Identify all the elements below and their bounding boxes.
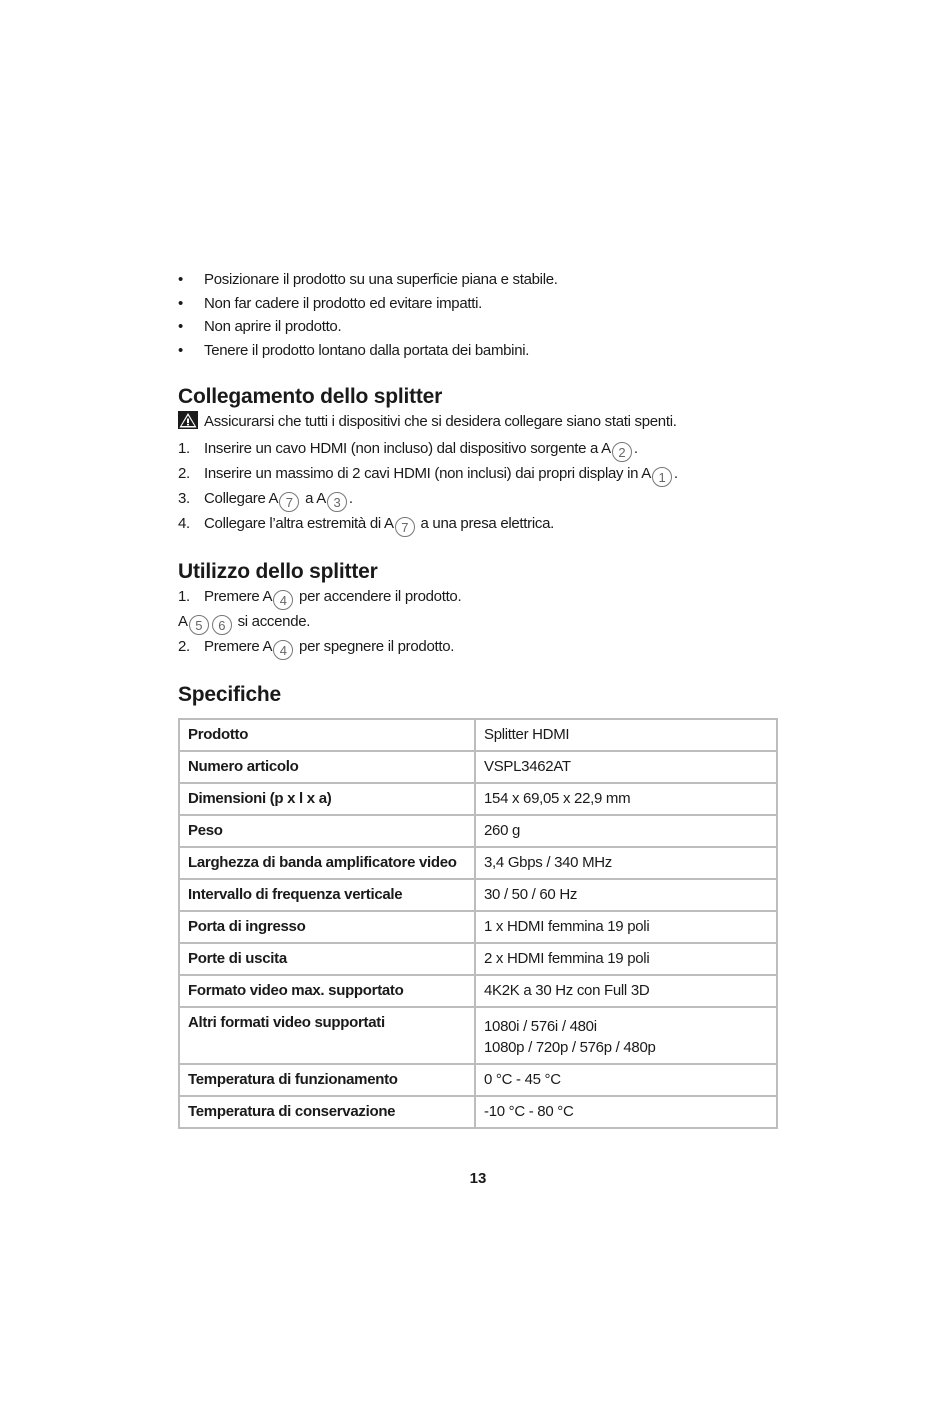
callout-number: 7 [279, 492, 299, 512]
callout-number: 2 [612, 442, 632, 462]
table-row: Numero articolo VSPL3462AT [179, 751, 777, 783]
list-item: • Posizionare il prodotto su una superficie piana e stabile. [178, 268, 778, 292]
table-row: Intervallo di frequenza verticale 30 / 50 / 60 Hz [179, 879, 777, 911]
callout-number: 1 [652, 467, 672, 487]
page-number: 13 [469, 1170, 487, 1187]
list-item: • Non aprire il prodotto. [178, 315, 778, 339]
table-row: Temperatura di conservazione -10 °C - 80 °C [179, 1096, 777, 1128]
table-row: Porta di ingresso 1 x HDMI femmina 19 poli [179, 911, 777, 943]
callout-number: 7 [395, 517, 415, 537]
table-row: Temperatura di funzionamento 0 °C - 45 °C [179, 1064, 777, 1096]
warning-text: Assicurarsi che tutti i dispositivi che si desidera collegare siano stati spenti. [204, 413, 677, 430]
list-item: • Non far cadere il prodotto ed evitare impatti. [178, 292, 778, 316]
warning-line [178, 410, 778, 437]
callout-number: 3 [327, 492, 347, 512]
callout-number: 4 [273, 590, 293, 610]
step-3: 3. Collegare A 7 a A 3 . [178, 489, 353, 510]
use-note: A 5 6 si accende. [178, 612, 311, 633]
callout-number: 6 [212, 615, 232, 635]
step-4: 4. Collegare l’altra estremità di A 7 a una presa elettrica. [178, 514, 555, 535]
list-item: • Tenere il prodotto lontano dalla portata dei bambini. [178, 339, 778, 363]
table-row: Porte di uscita 2 x HDMI femmina 19 poli [179, 943, 777, 975]
callout-number: 5 [189, 615, 209, 635]
section-title-utilizzo: Utilizzo dello splitter [178, 559, 378, 583]
section-title-collegamento: Collegamento dello splitter [178, 385, 443, 408]
step-1: 1. Inserire un cavo HDMI (non incluso) dal dispositivo sorgente a A 2 . [178, 439, 638, 460]
safety-list [178, 268, 778, 362]
table-row: Peso 260 g [179, 815, 777, 847]
table-row: Prodotto Splitter HDMI [179, 719, 777, 751]
table-row: Altri formati video supportati 1080i / 576i / 480i 1080p / 720p / 576p / 480p [179, 1007, 777, 1064]
page-content [178, 268, 778, 1129]
use-step-2: 2. Premere A 4 per spegnere il prodotto. [178, 637, 455, 658]
table-row: Dimensioni (p x l x a) 154 x 69,05 x 22,9 mm [179, 783, 777, 815]
table-row: Larghezza di banda amplificatore video 3,4 Gbps / 340 MHz [179, 847, 777, 879]
warning-triangle-icon [178, 411, 204, 437]
spec-table [178, 718, 778, 1129]
callout-number: 4 [273, 640, 293, 660]
table-row: Formato video max. supportato 4K2K a 30 Hz con Full 3D [179, 975, 777, 1007]
use-step-1: 1. Premere A 4 per accendere il prodotto. [178, 587, 462, 608]
step-2: 2. Inserire un massimo di 2 cavi HDMI (non inclusi) dai propri display in A 1 . [178, 464, 678, 485]
section-title-specifiche: Specifiche [178, 682, 282, 706]
